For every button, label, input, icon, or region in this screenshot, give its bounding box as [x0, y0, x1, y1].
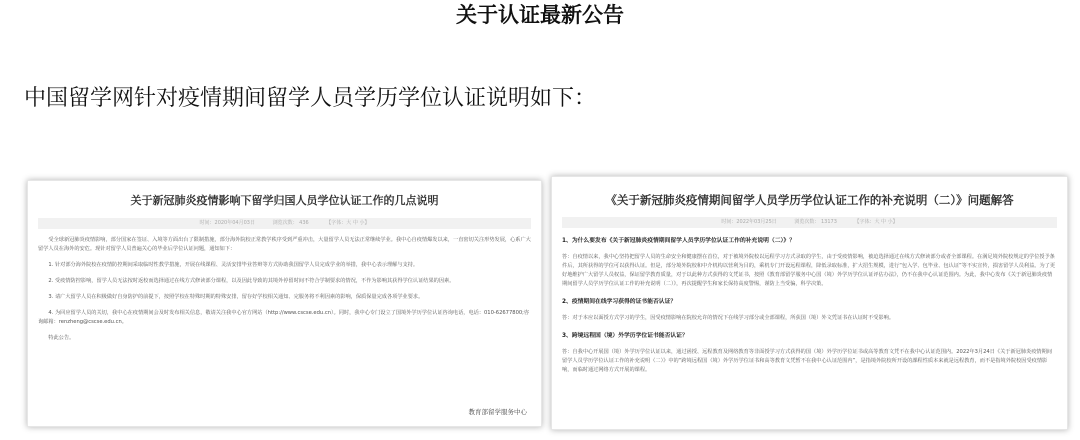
paragraph: 受全球新冠肺炎疫情影响，部分国家在签证、入境等方面出台了限制措施，部分海外院校正常教学秩序受到严重冲击，大量留学人员无法正常继续学业。我中心自疫情爆发以来，一直密切关注形势发展，心系广大留学人员在海外的安危。现针对留学人员普遍关心的毕业后学位认证问题，通知如下：: [38, 237, 531, 252]
document-body: [28, 236, 541, 343]
view-count: 浏览次数： 436: [272, 220, 309, 226]
document-meta-bar: [562, 217, 1057, 228]
publish-time: 时间：2020年04月03日: [199, 220, 255, 226]
answer-paragraph: 答：自疫情以来，我中心坚持把留学人员的生命安全和健康摆在首位，对于被境外院校以远程学习方式录取的学生，由于受疫情影响，被迫选择通过在线方式修读部分或者全部课程。在满足境外院校规定的学位授予条件后，其所获得的学位可以获得认证。但是，部分境外院校和中介机构以营利为目的，乘机专门开设远程课程，降低录取标准，扩大招生规模，进行“包入学、包毕业、包认证”等不实宣传，损害留学人员利益。为了更好地维护广大留学人员权益，保证留学教育质量，对于以此种方式获得的文凭证书，按照《教育部留学服务中心国（境）外学历学位认证评估办法》，仍不在我中心认证范围内。为此，我中心发布《关于新冠肺炎疫情期间留学人员学历学位认证工作的补充说明（二）》，再次提醒学生和家长保持高度警惕，谨防上当受骗，科学决策。: [562, 254, 1056, 287]
page-subtitle: 中国留学网针对疫情期间留学人员学历学位认证说明如下：: [24, 86, 597, 111]
question-heading: 2、疫情期间在线学习获得的证书能否认证？: [562, 299, 677, 305]
paragraph: 3. 请广大留学人员在积极做好自身防护的前提下，按照学校在特殊时期的特殊安排，留存好学校相关通知、完服务将不利因素的影响，保质保量完成各项学业要求。: [48, 294, 424, 300]
notice-document-left: [27, 180, 542, 427]
paragraph: 特此公告。: [48, 335, 75, 341]
paragraph: 1. 针对部分海外院校在疫情防控期间采取临时性教学措施，开展在线课程、灵活安排毕业答辩等方式协助我国留学人员完成学业的举措，我中心表示理解与支持。: [48, 262, 419, 268]
view-count: 浏览次数： 13173: [794, 219, 837, 225]
page-title: 关于认证最新公告: [456, 3, 624, 27]
document-title: 关于新冠肺炎疫情影响下留学归国人员学位认证工作的几点说明: [130, 194, 439, 207]
document-signature: 教育部留学服务中心: [468, 408, 527, 416]
paragraph: 2. 受疫情防控影响，留学人员无法按时返校而选择通过在线方式修读部分课程，以及因此导致的其境外停留时间不符合学制要求的情况，不作为影响其获得学位认证结果的因素。: [48, 278, 455, 284]
font-size-switch[interactable]: 【字体：大 中 小】: [854, 219, 898, 225]
question-heading: 1、为什么要发布《关于新冠肺炎疫情期间留学人员学历学位认证工作的补充说明（二）》？: [562, 238, 796, 244]
answer-paragraph: 答：自我中心开展国（境）外学历学位认证以来，通过函授、远程教育及网络教育等非面授学习方式获得的国（境）外学历学位证书或高等教育文凭不在我中心认证范围内。2022年3月24日《关于新冠肺炎疫情期间留学人员学历学位认证工作的补充说明（二）》中的“跨境远程国（境）外学历学位证书和高等教育文凭暂不在我中心认证范围内”，是指境外院校所开设的課程性质本来就是远程教育，而不是指境外院校因受疫情影响，而临时通过网络方式开展的课程。: [562, 349, 1052, 373]
notice-document-right: [551, 176, 1068, 430]
document-title: 《关于新冠肺炎疫情期间留学人员学历学位认证工作的补充说明（二）》问题解答: [605, 193, 1014, 207]
document-body: [552, 237, 1067, 375]
answer-paragraph: 答：对于本应以面授方式学习的学生，因受疫情影响在院校允许的情况下在线学习部分或全部课程，所获国（境）外文凭证书在认证时不受影响。: [562, 315, 895, 321]
font-size-switch[interactable]: 【字体：大 中 小】: [326, 220, 370, 226]
publish-time: 时间：2022年03月25日: [721, 219, 777, 225]
question-heading: 3、跨境远程国（境）外学历学位证书能否认证？: [562, 333, 688, 339]
document-meta-bar: [38, 218, 531, 229]
paragraph: 4. 为回应留学人员的关切，我中心在疫情期间会及时发布相关信息，敬请关注我中心官方网站（http://www.cscse.edu.cn）。同时，我中心专门设立了国境外学历学位认证咨询电话，电话：010-62677800;咨询邮箱：renzheng@cscse.edu.cn。: [38, 310, 530, 325]
